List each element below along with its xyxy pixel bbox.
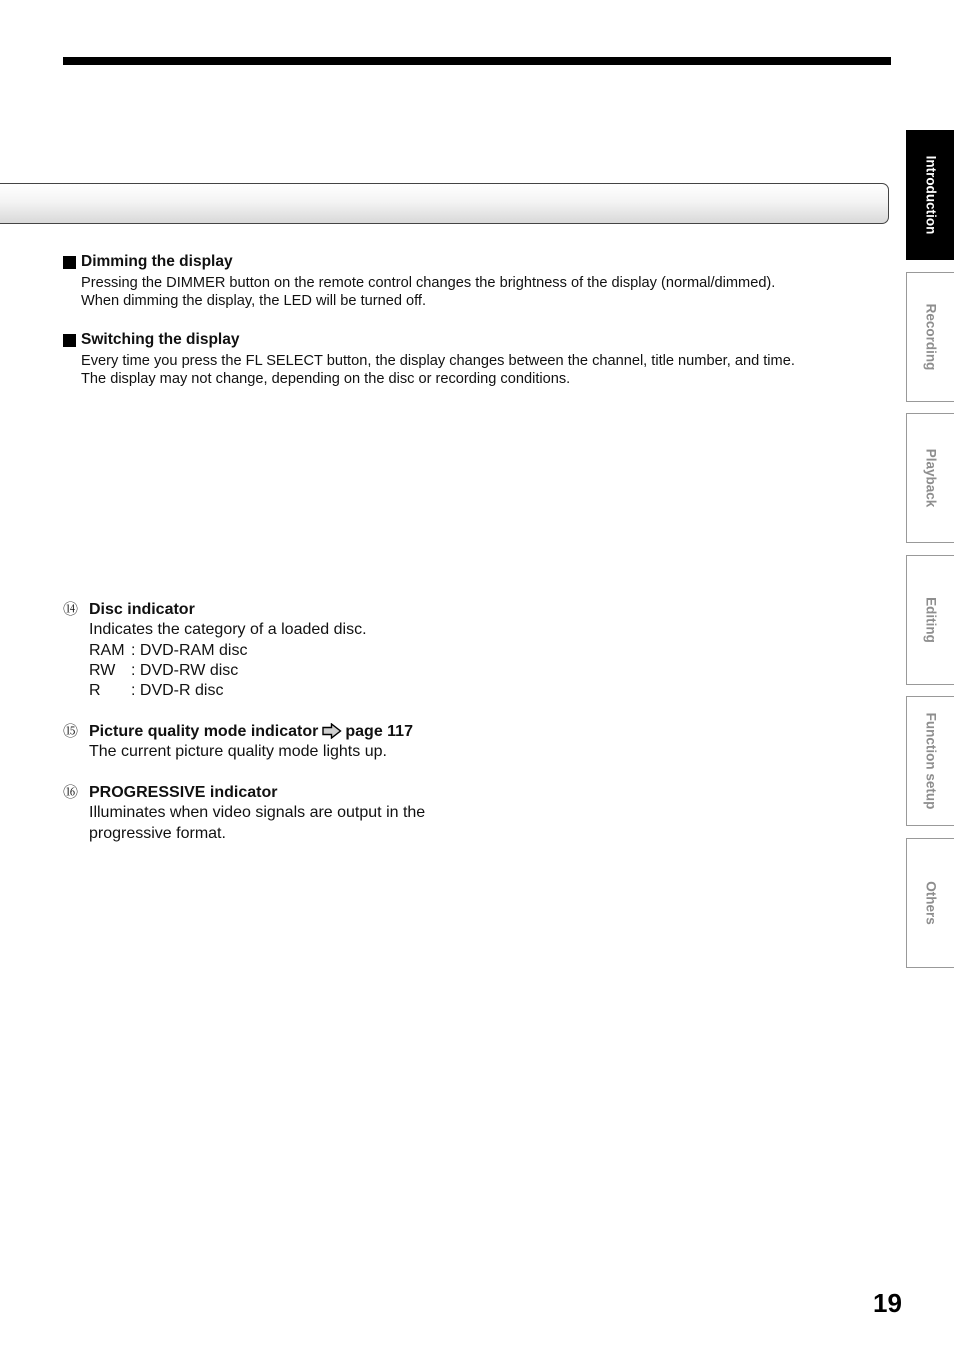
section-text-line: The display may not change, depending on the disc or recording conditions. [81, 371, 571, 387]
tab-label: Others [923, 881, 938, 925]
section-heading: Switching the display [81, 331, 240, 348]
square-bullet-icon [63, 256, 76, 269]
item-text: Illuminates when video signals are output in the [89, 804, 426, 822]
tab-label: Recording [923, 303, 938, 371]
item-progressive [63, 783, 583, 844]
section-text-line: When dimming the display, the LED will be turned off. [81, 293, 427, 309]
top-rule [63, 57, 891, 65]
tab-introduction[interactable] [906, 130, 954, 260]
tab-recording[interactable] [906, 272, 954, 402]
section-switching [63, 330, 795, 388]
item-title-row [89, 722, 583, 742]
item-title: Picture quality mode indicator [89, 723, 319, 740]
page-reference: page 117 [345, 723, 413, 740]
disc-type-row [89, 661, 583, 681]
section-heading: Dimming the display [81, 253, 233, 270]
disc-type-row [89, 641, 583, 661]
square-bullet-icon [63, 334, 76, 347]
item-text: progressive format. [89, 824, 226, 842]
tab-label: Playback [923, 448, 938, 508]
disc-type-row [89, 681, 583, 701]
section-text-line: Pressing the DIMMER button on the remote control changes the brightness of the display (normal/dimmed). [81, 275, 776, 291]
disc-type-value: : DVD-RW disc [131, 661, 239, 679]
tab-label: Editing [923, 597, 938, 643]
item-picture-quality [63, 722, 583, 763]
item-text: The current picture quality mode lights up. [89, 743, 387, 761]
tab-editing[interactable] [906, 555, 954, 685]
page-number: 19 [873, 1288, 902, 1318]
tab-label: Function setup [923, 712, 938, 810]
disc-type-value: : DVD-RAM disc [131, 641, 248, 659]
disc-type-key: RW [89, 661, 116, 679]
item-title: Disc indicator [89, 601, 195, 618]
tab-others[interactable] [906, 838, 954, 968]
item-title: PROGRESSIVE indicator [89, 784, 278, 801]
item-number: ⑯ [63, 784, 79, 801]
tab-label: Introduction [923, 155, 938, 235]
section-dimming [63, 252, 775, 310]
item-number: ⑮ [63, 723, 79, 740]
section-text-line: Every time you press the FL SELECT button, the display changes between the channel, title number, and time. [81, 353, 795, 369]
tab-function-setup[interactable] [906, 696, 954, 826]
disc-type-key: RAM [89, 641, 125, 659]
tab-playback[interactable] [906, 413, 954, 543]
disc-type-value: : DVD-R disc [131, 682, 224, 700]
item-disc-indicator [63, 600, 583, 701]
item-number: ⑭ [63, 601, 79, 618]
disc-type-key: R [89, 682, 101, 700]
page-reference-arrow-icon [322, 723, 342, 739]
item-text: Indicates the category of a loaded disc. [89, 621, 367, 639]
section-title-bar [0, 183, 889, 224]
